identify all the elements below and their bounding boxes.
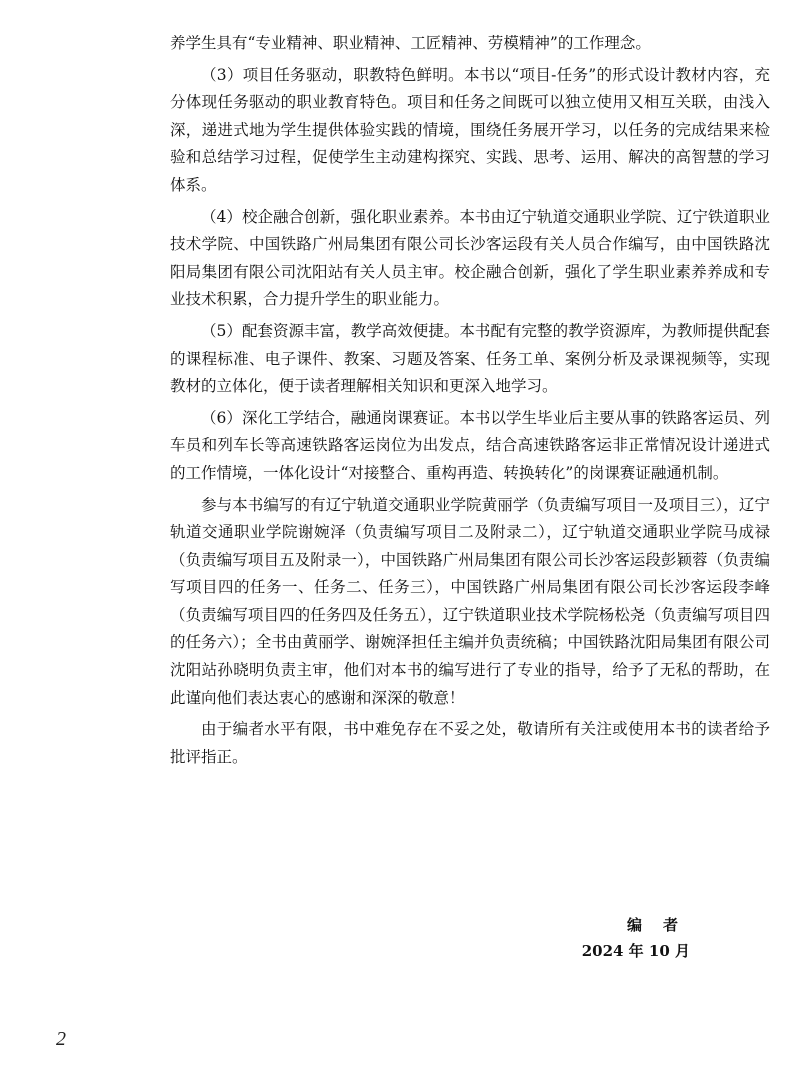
paragraph-item-4: （4）校企融合创新，强化职业素养。本书由辽宁轨道交通职业学院、辽宁铁道职业技术学院、中国铁路广州局集团有限公司长沙客运段有关人员合作编写，由中国铁路沈阳局集团有限公司沈阳站有关人员主审。校企融合创新，强化了学生职业素养养成和专业技术积累，合力提升学生的职业能力。 (170, 207, 770, 309)
signature-name: 编者 (626, 916, 699, 934)
paragraph-item-6: （6）深化工学结合，融通岗课赛证。本书以学生毕业后主要从事的铁路客运员、列车员和列车长等高速铁路客运岗位为出发点，结合高速铁路客运非正常情况设计递进式的工作情境，一体化设计“对接整合、重构再造、转换转化”的岗课赛证融通机制。 (170, 408, 770, 482)
paragraph-closing: 由于编者水平有限，书中难免存在不妥之处，敬请所有关注或使用本书的读者给予批评指正。 (170, 720, 770, 766)
paragraph-item-3: （3）项目任务驱动，职教特色鲜明。本书以“项目-任务”的形式设计教材内容，充分体现任务驱动的职业教育特色。项目和任务之间既可以独立使用又相互关联，由浅入深，递进式地为学生提供体验实践的情境，围绕任务展开学习，以任务的完成结果来检验和总结学习过程，促使学生主动建构探究、实践、思考、运用、解决的高智慧的学习体系。 (170, 65, 770, 194)
signature-block (581, 912, 699, 964)
paragraph-authors: 参与本书编写的有辽宁轨道交通职业学院黄丽学（负责编写项目一及项目三），辽宁轨道交通职业学院谢婉泽（负责编写项目二及附录二），辽宁轨道交通职业学院马成禄（负责编写项目五及附录一），中国铁路广州局集团有限公司长沙客运段彭颖蓉（负责编写项目四的任务一、任务二、任务三），中国铁路广州局集团有限公司长沙客运段李峰（负责编写项目四的任务四及任务五），辽宁铁道职业技术学院杨松尧（负责编写项目四的任务六）；全书由黄丽学、谢婉泽担任主编并负责统稿；中国铁路沈阳局集团有限公司沈阳站孙晓明负责主审，他们对本书的编写进行了专业的指导，给予了无私的帮助，在此谨向他们表达衷心的感谢和深深的敬意！ (170, 495, 770, 707)
paragraph-continuation: 养学生具有“专业精神、职业精神、工匠精神、劳模精神”的工作理念。 (170, 34, 651, 52)
paragraph-item-5: （5）配套资源丰富，教学高效便捷。本书配有完整的教学资源库，为教师提供配套的课程标准、电子课件、教案、习题及答案、任务工单、案例分析及录课视频等，实现教材的立体化，便于读者理解相关知识和更深入地学习。 (170, 321, 770, 396)
signature-date: 2024 年 10 月 (581, 942, 690, 960)
body-text (170, 30, 770, 775)
page-number: 2 (56, 1028, 66, 1050)
